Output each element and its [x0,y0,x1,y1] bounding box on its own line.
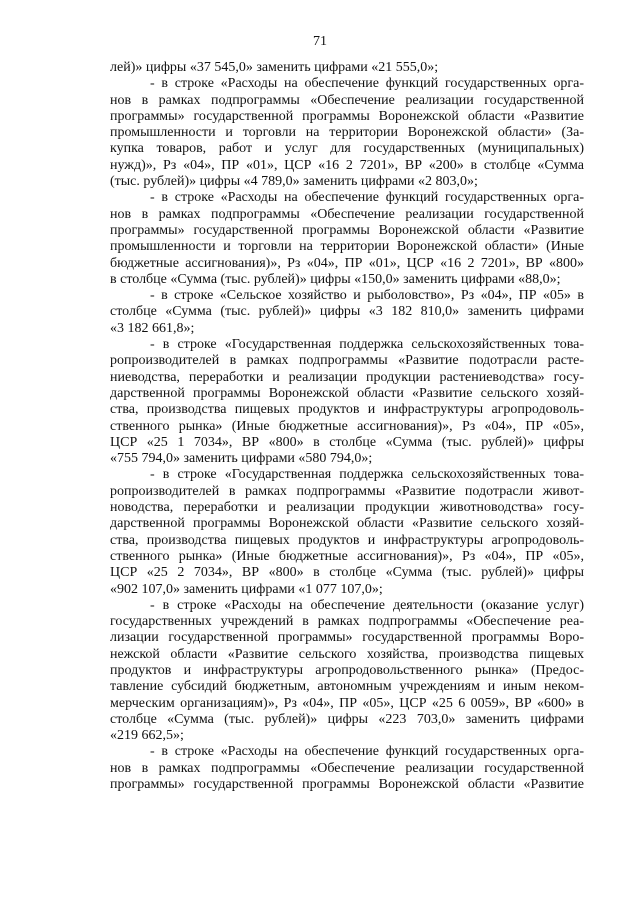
text-line: программы» государственной программы Воронежской области «Развитие [110,222,584,238]
text-line: промышленности и торговли на территории Воронежской области» (За- [110,125,584,141]
text-line: ропроизводителей в рамках подпрограммы «Развитие подотрасли расте- [110,353,584,369]
text-line: - в строке «Государственная поддержка сельскохозяйственных това- [150,337,584,353]
text-line: «219 662,5»; [110,728,184,744]
text-line: - в строке «Расходы на обеспечение деятельности (оказание услуг) [150,597,584,613]
text-line: лей)» цифры «37 545,0» заменить цифрами «21 555,0»; [110,60,439,75]
text-line: продуктов и инфраструктуры агропродовольственного рынка» (Предос- [110,662,584,678]
text-line: нужд)», Рз «04», ПР «01», ЦСР «16 2 7201», ВР «200» в столбце «Сумма [110,157,584,173]
page-number: 71 [313,34,327,49]
paragraph [110,744,584,793]
text-line: купка товаров, работ и услуг для государственных (муниципальных) [110,141,584,157]
text-line: нов в рамках подпрограммы «Обеспечение реализации государственной [110,760,584,776]
paragraph [110,467,584,597]
text-line: ства, производства пищевых продуктов и инфраструктуры агропродоволь- [110,532,584,548]
text-line: государственных учреждений в рамках подпрограммы «Обеспечение реа- [110,614,584,630]
document-body [110,60,584,793]
text-line: ственного рынка» (Иные бюджетные ассигнования)», Рз «04», ПР «05», [110,548,584,564]
text-line: программы» государственной программы Воронежской области «Развитие [110,777,584,793]
text-line: нежской области «Развитие сельского хозяйства, производства пищевых [110,646,584,662]
text-line: новодства, переработки и реализации продукции животноводства» госу- [110,500,584,516]
text-line: в столбце «Сумма (тыс. рублей)» цифры «150,0» заменить цифрами «88,0»; [110,271,561,287]
text-line: программы» государственной программы Воронежской области «Развитие [110,108,584,124]
text-line: - в строке «Расходы на обеспечение функций государственных орга- [150,76,584,92]
text-line: (тыс. рублей)» цифры «4 789,0» заменить цифрами «2 803,0»; [110,174,478,190]
text-line: - в строке «Расходы на обеспечение функций государственных орга- [150,190,584,206]
text-line: ропроизводителей в рамках подпрограммы «Развитие подотрасли живот- [110,483,584,499]
text-line: нов в рамках подпрограммы «Обеспечение реализации государственной [110,92,584,108]
text-line: «755 794,0» заменить цифрами «580 794,0»; [110,451,373,467]
text-line: ственного рынка» (Иные бюджетные ассигнования)», Рз «04», ПР «05», [110,418,584,434]
paragraph [110,76,584,190]
text-line: - в строке «Сельское хозяйство и рыболовство», Рз «04», ПР «05» в [150,288,584,304]
text-line: лизации государственной программы» государственной программы Воро- [110,630,584,646]
text-line: «902 107,0» заменить цифрами «1 077 107,0»; [110,581,383,597]
text-line: столбце «Сумма (тыс. рублей)» цифры «223 703,0» заменить цифрами [110,711,584,727]
paragraph [110,598,584,745]
text-line: ниеводства, переработки и реализации продукции растениеводства» госу- [110,369,584,385]
text-line: нов в рамках подпрограммы «Обеспечение реализации государственной [110,206,584,222]
text-line: «3 182 661,8»; [110,320,195,336]
text-line: бюджетные ассигнования)», Рз «04», ПР «01», ЦСР «16 2 7201», ВР «800» [110,255,584,271]
text-line: ства, производства пищевых продуктов и инфраструктуры агропродоволь- [110,402,584,418]
text-line: - в строке «Расходы на обеспечение функций государственных орга- [150,744,584,760]
text-line: мерческим организациям)», Рз «04», ПР «05», ЦСР «25 6 0059», ВР «600» в [110,695,584,711]
paragraph [110,337,584,467]
paragraph [110,288,584,337]
text-line: промышленности и торговли на территории Воронежской области» (Иные [110,239,584,255]
text-line: - в строке «Государственная поддержка сельскохозяйственных това- [150,467,584,483]
text-line: дарственной программы Воронежской области «Развитие сельского хозяй- [110,385,584,401]
text-line: тавление субсидий бюджетным, автономным учреждениям и иным неком- [110,679,584,695]
text-line: столбце «Сумма (тыс. рублей)» цифры «3 182 810,0» заменить цифрами [110,304,584,320]
text-line: ЦСР «25 1 7034», ВР «800» в столбце «Сумма (тыс. рублей)» цифры [110,434,584,450]
paragraph [110,190,584,288]
text-line: дарственной программы Воронежской области «Развитие сельского хозяй- [110,516,584,532]
paragraph [110,60,584,76]
text-line: ЦСР «25 2 7034», ВР «800» в столбце «Сумма (тыс. рублей)» цифры [110,565,584,581]
